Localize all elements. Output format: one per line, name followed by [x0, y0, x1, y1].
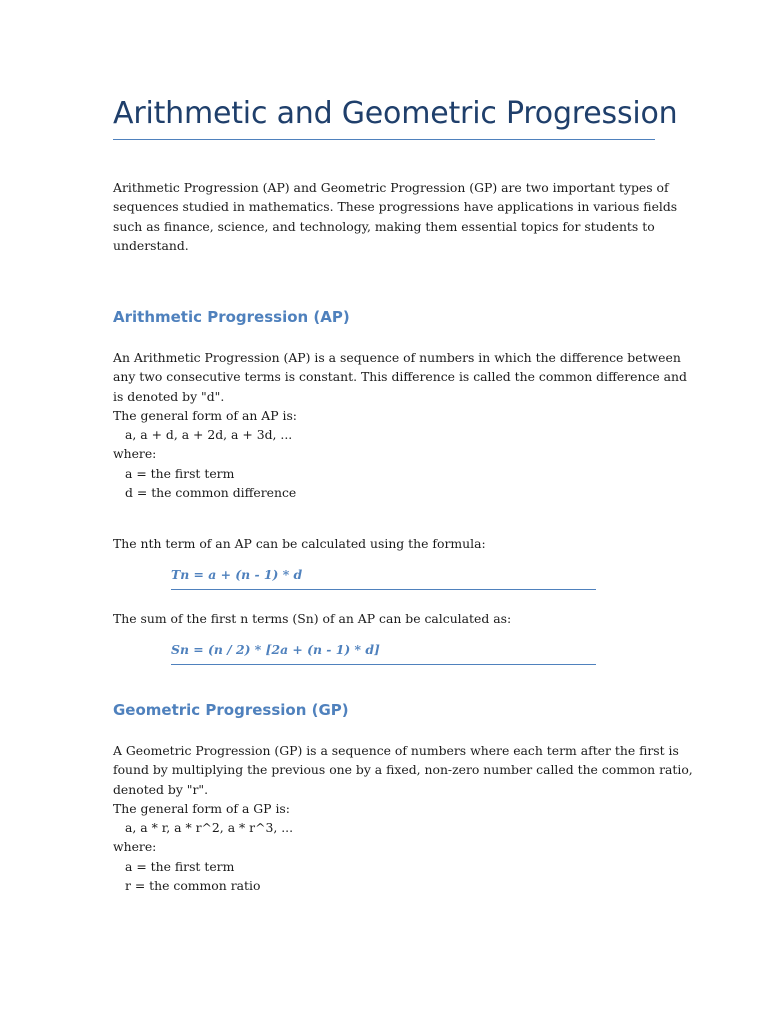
- gp-section-heading: Geometric Progression (GP): [113, 701, 349, 719]
- gp-definition-line: found by multiplying the previous one by a fixed, non-zero number called the common ratio,: [113, 762, 693, 778]
- intro-line: Arithmetic Progression (AP) and Geometric Progression (GP) are two important types of: [113, 180, 669, 195]
- gp-where-item: a = the first term: [125, 858, 235, 874]
- ap-where-item: a = the first term: [125, 465, 235, 481]
- ap-where-label: where:: [113, 446, 157, 462]
- intro-line: understand.: [113, 237, 189, 253]
- ap-section-heading: Arithmetic Progression (AP): [113, 308, 350, 326]
- gp-definition-line: denoted by "r".: [113, 781, 209, 797]
- intro-line: sequences studied in mathematics. These progressions have applications in various fields: [113, 199, 678, 215]
- ap-nth-term-intro: The nth term of an AP can be calculated using the formula:: [113, 536, 486, 551]
- ap-definition-line: An Arithmetic Progression (AP) is a sequence of numbers in which the difference between: [113, 350, 681, 365]
- ap-sum-intro: The sum of the first n terms (Sn) of an AP can be calculated as:: [113, 611, 512, 626]
- ap-definition-line: is denoted by "d".: [113, 388, 225, 404]
- ap-sum-formula: Sn = (n / 2) * [2a + (n - 1) * d]: [171, 641, 596, 665]
- ap-definition-paragraph: [113, 348, 687, 502]
- gp-where-item: r = the common ratio: [125, 878, 261, 894]
- ap-nth-term-formula: Tn = a + (n - 1) * d: [171, 566, 596, 590]
- document-title: Arithmetic and Geometric Progression: [113, 96, 678, 131]
- ap-definition-line: any two consecutive terms is constant. This difference is called the common difference and: [113, 369, 687, 385]
- intro-line: such as finance, science, and technology, making them essential topics for students to: [113, 218, 655, 234]
- gp-definition-paragraph: [113, 741, 693, 895]
- gp-general-form-label: The general form of a GP is:: [113, 800, 290, 816]
- gp-definition-line: A Geometric Progression (GP) is a sequence of numbers where each term after the first is: [113, 743, 679, 758]
- gp-general-form: a, a * r, a * r^2, a * r^3, ...: [125, 820, 294, 836]
- ap-general-form: a, a + d, a + 2d, a + 3d, ...: [125, 427, 293, 443]
- ap-general-form-label: The general form of an AP is:: [113, 407, 297, 423]
- title-underline-rule: [113, 139, 655, 140]
- ap-where-item: d = the common difference: [125, 485, 297, 501]
- intro-paragraph: [113, 178, 678, 255]
- gp-where-label: where:: [113, 839, 157, 855]
